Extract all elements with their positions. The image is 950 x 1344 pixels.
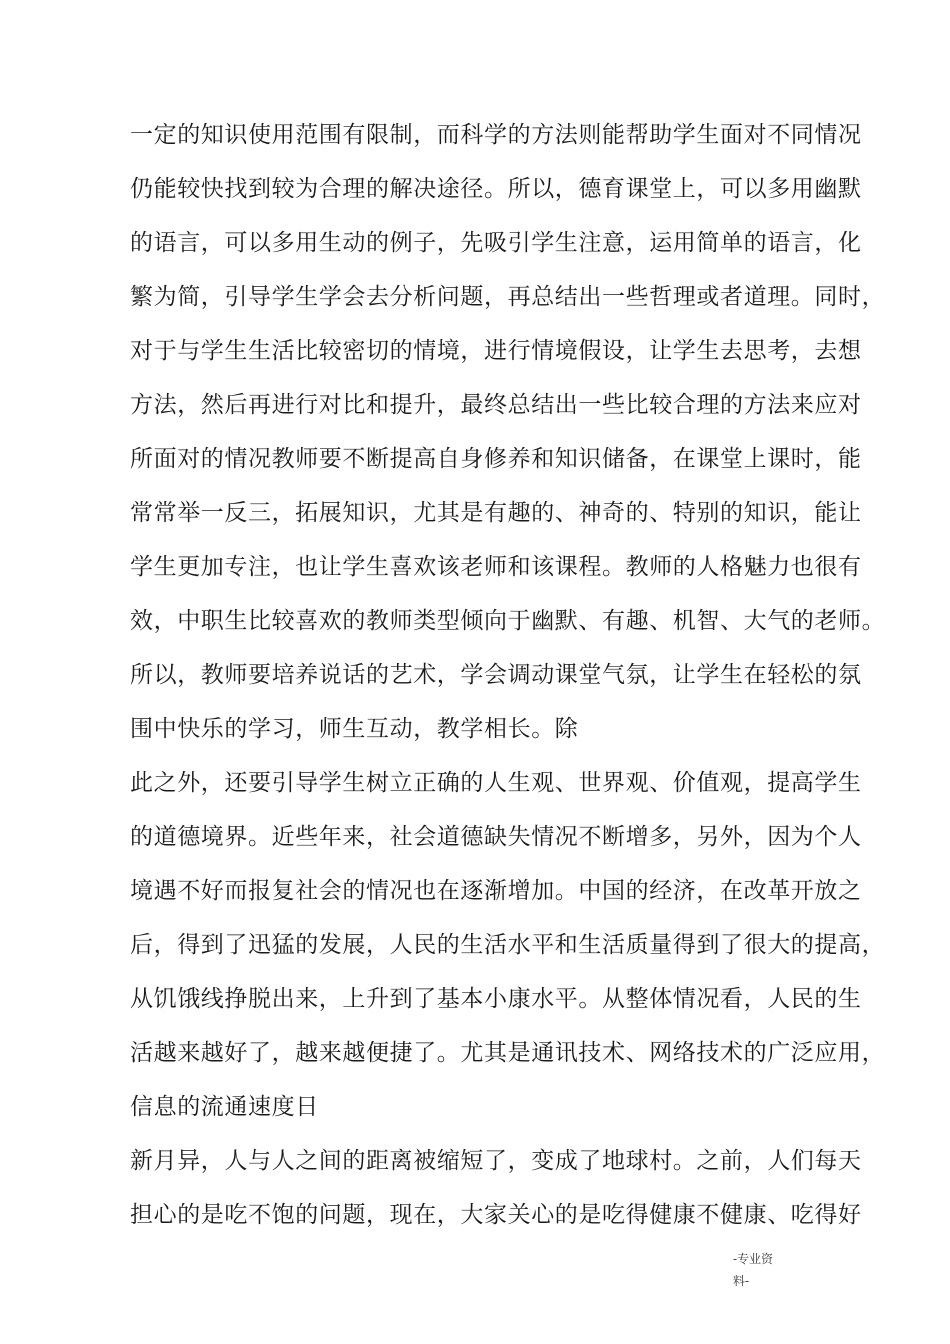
text-line: 效，中职生比较喜欢的教师类型倾向于幽默、有趣、机智、大气的老师。 <box>130 608 886 634</box>
text-line: 的道德境界。近些年来，社会道德缺失情况不断增多，另外，因为个人 <box>130 824 862 850</box>
text-line: 所面对的情况教师要不断提高自身修养和知识储备，在课堂上课时，能 <box>130 446 862 472</box>
text-line: 仍能较快找到较为合理的解决途径。所以，德育课堂上，可以多用幽默 <box>130 176 862 202</box>
footer-line-1: -专业资 <box>733 1252 774 1266</box>
text-line: 学生更加专注，也让学生喜欢该老师和该课程。教师的人格魅力也很有 <box>130 554 862 580</box>
text-line: 从饥饿线挣脱出来，上升到了基本小康水平。从整体情况看，人民的生 <box>130 986 862 1012</box>
text-line: 的语言，可以多用生动的例子，先吸引学生注意，运用简单的语言，化 <box>130 230 862 256</box>
text-line: 所以，教师要培养说话的艺术，学会调动课堂气氛，让学生在轻松的氛 <box>130 662 862 688</box>
text-line: 信息的流通速度日 <box>130 1094 319 1120</box>
text-line: 围中快乐的学习，师生互动，教学相长。除 <box>130 716 579 742</box>
text-line: 常常举一反三，拓展知识，尤其是有趣的、神奇的、特别的知识，能让 <box>130 500 862 526</box>
text-line: 方法，然后再进行对比和提升，最终总结出一些比较合理的方法来应对 <box>130 392 862 418</box>
text-line: 后，得到了迅猛的发展，人民的生活水平和生活质量得到了很大的提高， <box>130 932 886 958</box>
text-line: 一定的知识使用范围有限制，而科学的方法则能帮助学生面对不同情况 <box>130 122 862 148</box>
page-footer <box>733 1248 813 1292</box>
text-line: 对于与学生生活比较密切的情境，进行情境假设，让学生去思考，去想 <box>130 338 862 364</box>
text-line: 境遇不好而报复社会的情况也在逐渐增加。中国的经济，在改革开放之 <box>130 878 862 904</box>
text-line: 繁为简，引导学生学会去分析问题，再总结出一些哲理或者道理。同时， <box>130 284 886 310</box>
footer-line-2: 料- <box>733 1274 750 1288</box>
text-line: 新月异，人与人之间的距离被缩短了，变成了地球村。之前，人们每天 <box>130 1148 862 1174</box>
text-line: 此之外，还要引导学生树立正确的人生观、世界观、价值观，提高学生 <box>130 770 862 796</box>
text-line: 活越来越好了，越来越便捷了。尤其是通讯技术、网络技术的广泛应用， <box>130 1040 886 1066</box>
body-text <box>130 108 886 1242</box>
text-line: 担心的是吃不饱的问题，现在，大家关心的是吃得健康不健康、吃得好 <box>130 1202 862 1228</box>
